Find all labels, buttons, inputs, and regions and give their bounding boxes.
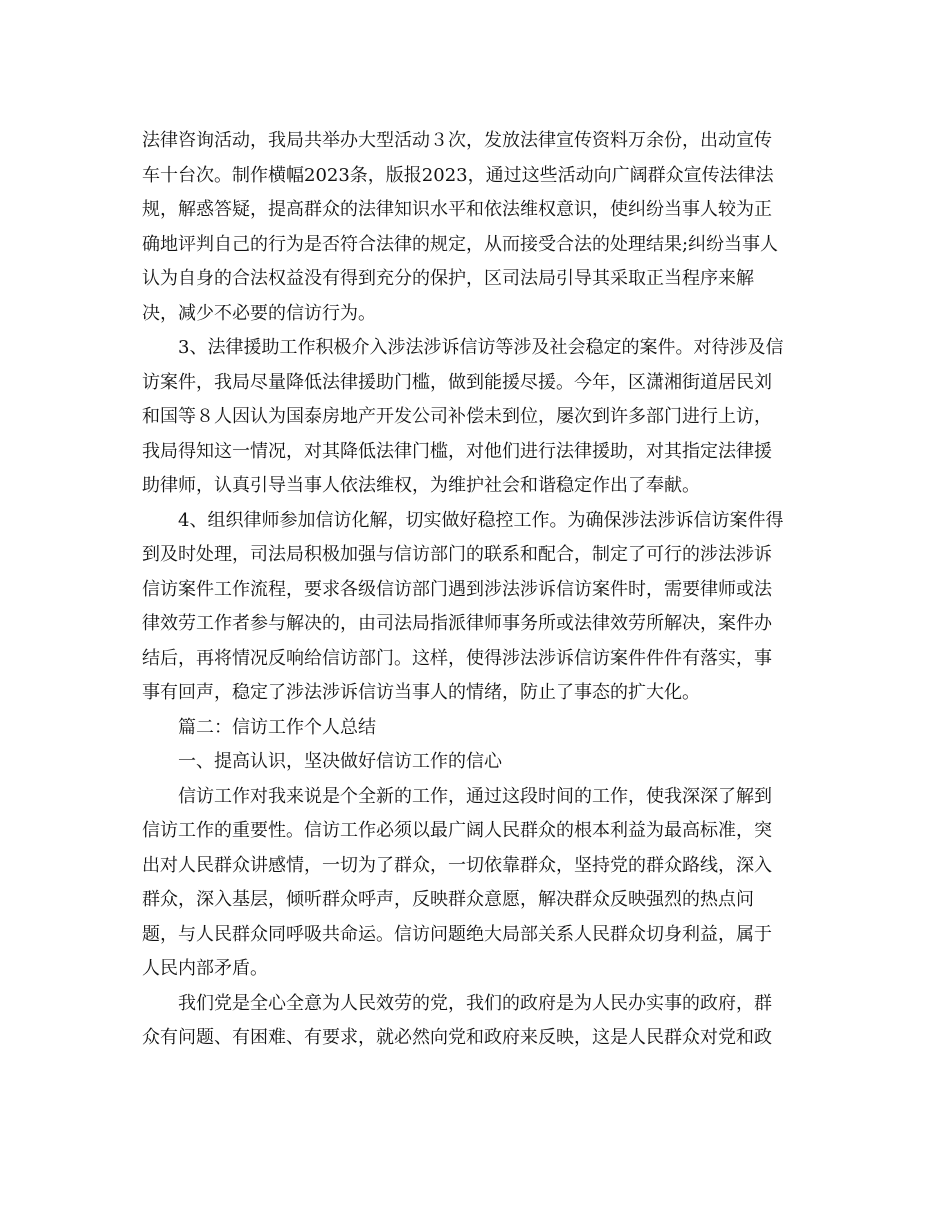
section-heading: 篇二：信访工作个人总结 xyxy=(142,716,376,738)
text-line: 群众，深入基层，倾听群众呼声，反映群众意愿，解决群众反映强烈的热点问 xyxy=(142,889,754,910)
text-line: 事有回声，稳定了涉法涉诉信访当事人的情绪，防止了事态的扩大化。 xyxy=(142,682,700,703)
text-line: 和国等８人因认为国泰房地产开发公司补偿未到位，屡次到许多部门进行上访， xyxy=(142,406,772,427)
text-line: 确地评判自己的行为是否符合法律的规定，从而接受合法的处理结果;纠纷当事人 xyxy=(142,233,779,255)
text-line: 决，减少不必要的信访行为。 xyxy=(142,302,376,324)
text-line: 到及时处理，司法局积极加强与信访部门的联系和配合，制定了可行的涉法涉诉 xyxy=(142,544,772,565)
document-body xyxy=(142,124,812,1056)
text-line: 规，解惑答疑，提高群众的法律知识水平和依法维权意识，使纠纷当事人较为正 xyxy=(142,199,772,220)
text-line: 3、法律援助工作积极介入涉法涉诉信访等涉及社会稳定的案件。对待涉及信 xyxy=(142,337,784,358)
text-line: 律效劳工作者参与解决的，由司法局指派律师事务所或法律效劳所解决，案件办 xyxy=(142,613,772,634)
text-line: 助律师，认真引导当事人依法维权，为维护社会和谐稳定作出了奉献。 xyxy=(142,475,700,496)
text-line: 我们党是全心全意为人民效劳的党，我们的政府是为人民办实事的政府，群 xyxy=(142,992,772,1014)
text-line: 出对人民群众讲感情，一切为了群众，一切依靠群众，坚持党的群众路线，深入 xyxy=(142,854,772,876)
text-line: 法律咨询活动，我局共举办大型活动３次，发放法律宣传资料万余份，出动宣传 xyxy=(142,130,772,151)
text-line: 认为自身的合法权益没有得到充分的保护，区司法局引导其采取正当程序来解 xyxy=(142,268,754,289)
text-line: 信访工作的重要性。信访工作必须以最广阔人民群众的根本利益为最高标准，突 xyxy=(142,820,772,841)
text-line: 众有问题、有困难、有要求，就必然向党和政府来反映，这是人民群众对党和政 xyxy=(142,1027,772,1048)
subsection-heading: 一、提高认识，坚决做好信访工作的信心 xyxy=(142,751,502,772)
text-line: 人民内部矛盾。 xyxy=(142,958,268,979)
text-line: 信访案件工作流程，要求各级信访部门遇到涉法涉诉信访案件时，需要律师或法 xyxy=(142,578,772,600)
text-line: 信访工作对我来说是个全新的工作，通过这段时间的工作，使我深深了解到 xyxy=(142,785,772,807)
text-line: 题，与人民群众同呼吸共命运。信访问题绝大局部关系人民群众切身利益，属于 xyxy=(142,923,772,945)
text-line: 结后，再将情况反响给信访部门。这样，使得涉法涉诉信访案件件件有落实，事 xyxy=(142,647,772,669)
text-line: 车十台次。制作横幅2023条，版报2023，通过这些活动向广阔群众宣传法律法 xyxy=(142,164,774,186)
text-line: 我局得知这一情况，对其降低法律门槛，对他们进行法律援助，对其指定法律援 xyxy=(142,440,772,462)
text-line: 访案件，我局尽量降低法律援助门槛，做到能援尽援。今年，区潇湘街道居民刘 xyxy=(142,371,772,393)
text-line: 4、组织律师参加信访化解，切实做好稳控工作。为确保涉法涉诉信访案件得 xyxy=(142,509,784,531)
